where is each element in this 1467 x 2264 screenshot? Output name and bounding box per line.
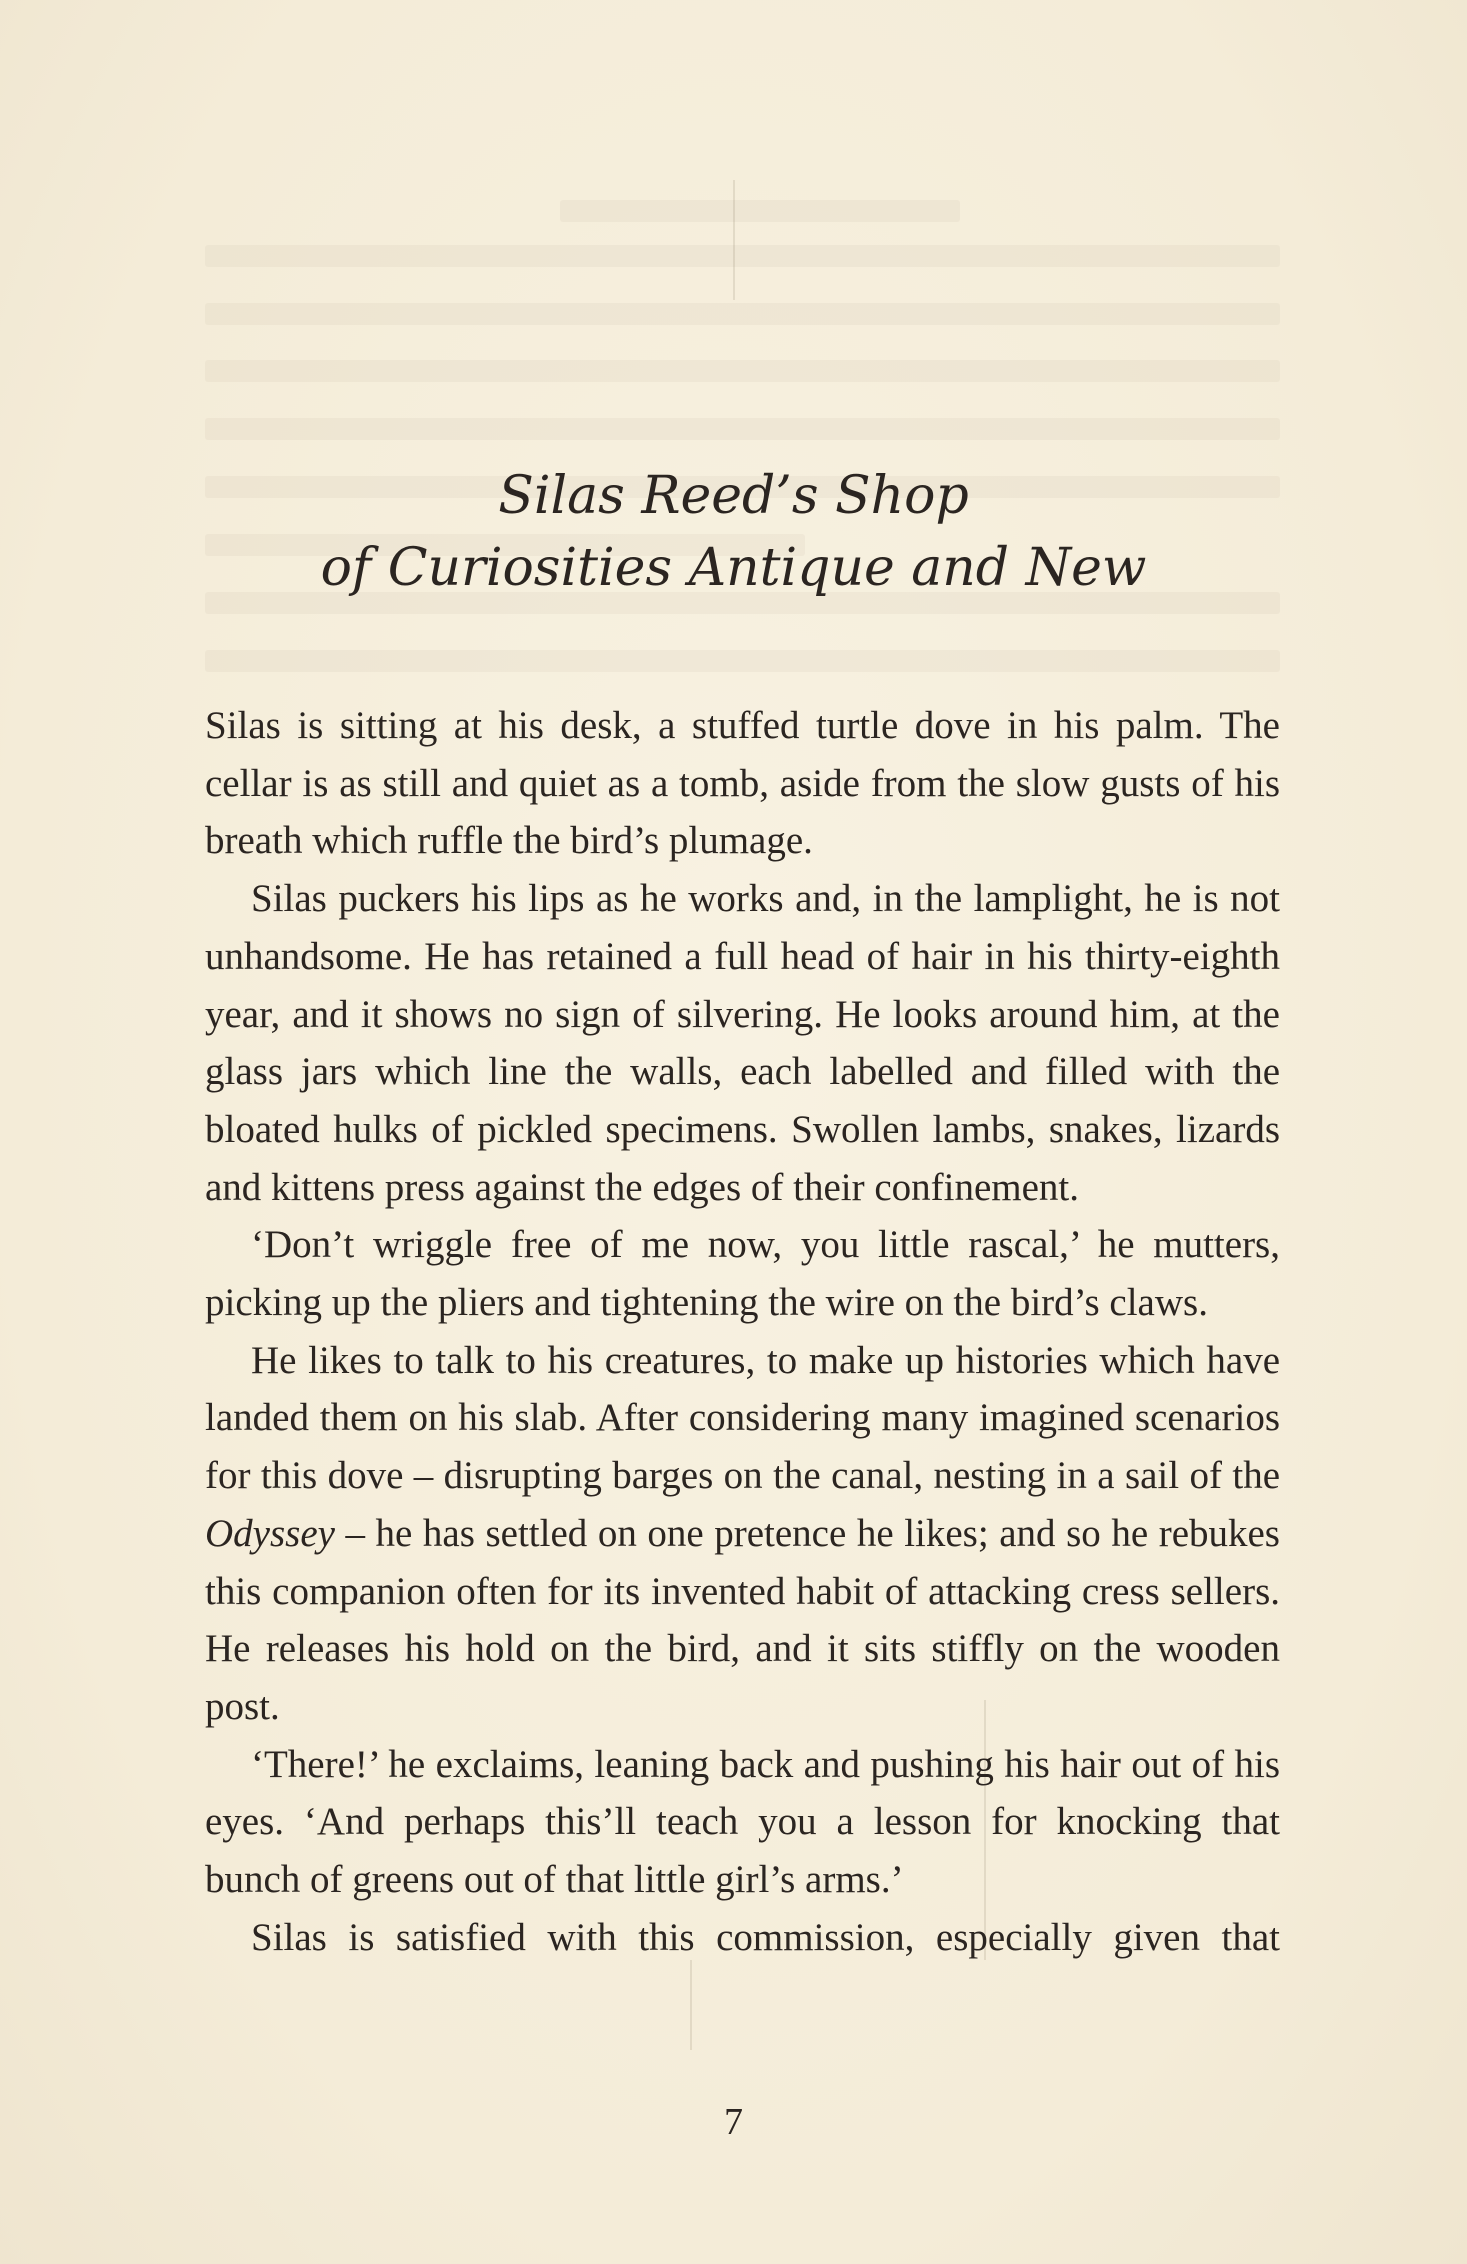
paragraph-text: He likes to talk to his creatures, to make up histories which have landed them on his slab. After considering many imagined scenarios for this dove – disrupting barges on the canal, nesting in a sail of the [205,1338,1280,1498]
paragraph [205,1332,1280,1736]
show-through-mark [205,245,1280,267]
paper-crease [733,180,735,300]
paragraph-text: – he has settled on one pretence he likes; and so he rebukes this companion often for its invented habit of attacking cress sellers. He releases his hold on the bird, and it sits stiffly on the wooden post. [205,1511,1280,1728]
show-through-mark [205,303,1280,325]
show-through-mark [205,650,1280,672]
paragraph: Silas is sitting at his desk, a stuffed turtle dove in his palm. The cellar is as still and quiet as a tomb, aside from the slow gusts of his breath which ruffle the bird’s plumage. [205,704,1280,863]
paragraph: ‘There!’ he exclaims, leaning back and pushing his hair out of his eyes. ‘And perhaps this’ll teach you a lesson for knocking that bunch of greens out of that little girl’s arms.’ [205,1742,1280,1902]
paragraph: Silas puckers his lips as he works and, in the lamplight, he is not unhandsome. He has retained a full head of hair in his thirty-eighth year, and it shows no sign of silvering. He looks around him, at the glass jars which line the walls, each labelled and filled with the bloated hulks of pickled specimens. Swollen lambs, snakes, lizards and kittens press against the edges of their confinement. [205,877,1280,1209]
paragraph: Silas is satisfied with this commission, especially given that [251,1915,1280,1959]
chapter-title-line-2: of Curiosities Antique and New [320,538,1147,598]
body-text [205,697,1280,1966]
show-through-mark [560,200,960,222]
show-through-mark [205,360,1280,382]
chapter-title-line-1: Silas Reed’s Shop [498,466,969,526]
page-number: 7 [724,2101,743,2143]
paper-crease [690,1960,692,2050]
ship-name-italic: Odyssey [205,1511,335,1555]
show-through-mark [205,418,1280,440]
paragraph: ‘Don’t wriggle free of me now, you little rascal,’ he mutters, picking up the pliers and tightening the wire on the bird’s claws. [205,1223,1280,1325]
